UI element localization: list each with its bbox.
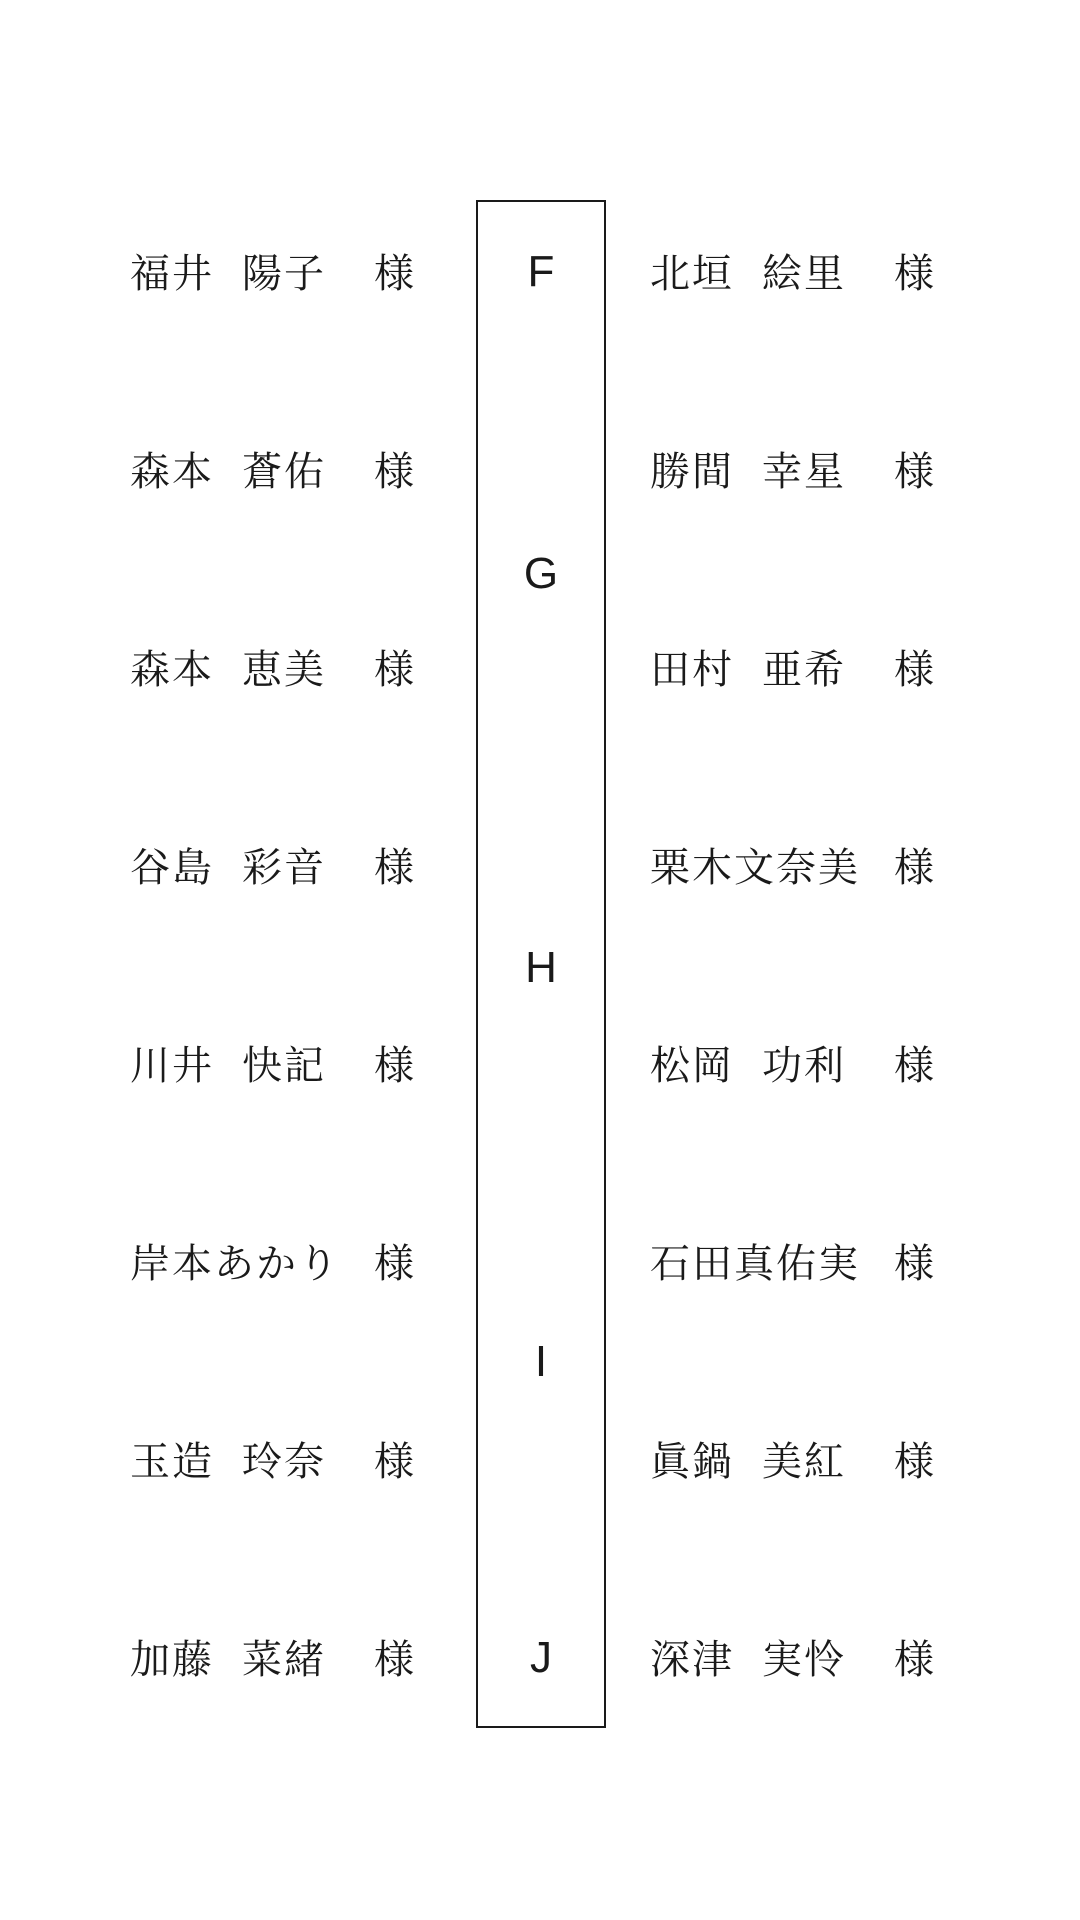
guest-given-name: 蒼佑 xyxy=(242,448,326,495)
guest-honorific: 様 xyxy=(374,1636,416,1683)
guest-left-4 xyxy=(130,834,450,894)
guest-surname: 福井 xyxy=(130,250,214,297)
guest-name-text xyxy=(650,1034,874,1091)
guest-honorific: 様 xyxy=(374,448,416,495)
guest-surname: 北垣 xyxy=(650,250,734,297)
guest-surname: 玉造 xyxy=(130,1438,214,1485)
guest-honorific: 様 xyxy=(894,1042,936,1089)
guest-given-name: 恵美 xyxy=(242,646,326,693)
guest-honorific: 様 xyxy=(894,1636,936,1683)
guest-honorific: 様 xyxy=(894,250,936,297)
guest-name-text xyxy=(650,242,874,299)
guest-name-text: 栗木文奈美 xyxy=(650,844,860,891)
table-letter-h: H xyxy=(525,943,557,992)
guest-name-text xyxy=(130,242,354,299)
guest-surname: 勝間 xyxy=(650,448,734,495)
guest-right-7 xyxy=(650,1428,970,1488)
guest-honorific: 様 xyxy=(374,1438,416,1485)
guest-left-1 xyxy=(130,240,450,300)
table-letter-j: J xyxy=(530,1633,552,1682)
guest-given-name: 陽子 xyxy=(242,250,326,297)
guest-honorific: 様 xyxy=(374,844,416,891)
guest-right-4 xyxy=(650,834,970,894)
guest-name-text xyxy=(650,638,874,695)
table-letter-f: F xyxy=(527,247,555,296)
guest-honorific: 様 xyxy=(894,1240,936,1287)
guest-name-text xyxy=(650,440,874,497)
guest-surname: 深津 xyxy=(650,1636,734,1683)
guest-honorific: 様 xyxy=(374,1240,416,1287)
guest-left-6 xyxy=(130,1230,450,1290)
guest-given-name: 絵里 xyxy=(762,250,846,297)
guest-left-3 xyxy=(130,636,450,696)
guest-given-name: 彩音 xyxy=(242,844,326,891)
guest-given-name: 功利 xyxy=(762,1042,846,1089)
guest-left-5 xyxy=(130,1032,450,1092)
guest-surname: 森本 xyxy=(130,448,214,495)
guest-given-name: 美紅 xyxy=(762,1438,846,1485)
table-letter-i: I xyxy=(534,1337,548,1386)
table-letter-g: G xyxy=(523,549,559,598)
guest-honorific: 様 xyxy=(374,250,416,297)
guest-surname: 眞鍋 xyxy=(650,1438,734,1485)
guest-right-6 xyxy=(650,1230,970,1290)
guest-given-name: 菜緒 xyxy=(242,1636,326,1683)
guest-name-text xyxy=(130,1430,354,1487)
guest-left-2 xyxy=(130,438,450,498)
guest-honorific: 様 xyxy=(374,1042,416,1089)
guest-name-text xyxy=(130,1034,354,1091)
guest-given-name: 玲奈 xyxy=(242,1438,326,1485)
guest-surname: 谷島 xyxy=(130,844,214,891)
guest-honorific: 様 xyxy=(894,1438,936,1485)
guest-right-3 xyxy=(650,636,970,696)
guest-left-7 xyxy=(130,1428,450,1488)
guest-name-text xyxy=(130,440,354,497)
guest-right-8 xyxy=(650,1626,970,1686)
guest-right-5 xyxy=(650,1032,970,1092)
guest-surname: 加藤 xyxy=(130,1636,214,1683)
guest-honorific: 様 xyxy=(894,646,936,693)
guest-name-text xyxy=(130,1628,354,1685)
guest-given-name: 快記 xyxy=(242,1042,326,1089)
guest-given-name: 幸星 xyxy=(762,448,846,495)
guest-name-text xyxy=(650,1430,874,1487)
guest-surname: 森本 xyxy=(130,646,214,693)
guest-name-text xyxy=(130,638,354,695)
guest-honorific: 様 xyxy=(894,844,936,891)
guest-name-text: 岸本あかり xyxy=(130,1240,340,1287)
guest-right-1 xyxy=(650,240,970,300)
guest-left-8 xyxy=(130,1626,450,1686)
guest-given-name: 亜希 xyxy=(762,646,846,693)
guest-given-name: 実怜 xyxy=(762,1636,846,1683)
guest-surname: 松岡 xyxy=(650,1042,734,1089)
guest-surname: 川井 xyxy=(130,1042,214,1089)
guest-surname: 田村 xyxy=(650,646,734,693)
guest-name-text xyxy=(650,1628,874,1685)
guest-right-2 xyxy=(650,438,970,498)
guest-honorific: 様 xyxy=(374,646,416,693)
guest-honorific: 様 xyxy=(894,448,936,495)
guest-name-text xyxy=(130,836,354,893)
guest-name-text: 石田真佑実 xyxy=(650,1240,860,1287)
